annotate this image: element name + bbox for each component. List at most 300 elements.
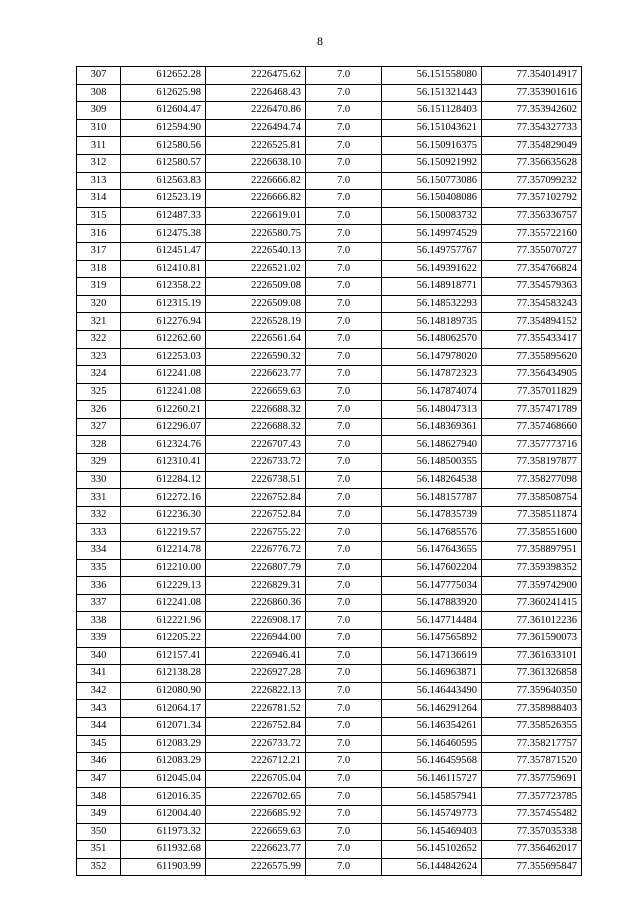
table-row [77, 524, 582, 542]
table-row [77, 418, 582, 436]
longitude-cell: 77.353901616 [482, 84, 582, 102]
x-coordinate-cell: 612410.81 [121, 260, 206, 278]
table-row [77, 559, 582, 577]
y-coordinate-cell: 2226781.52 [206, 700, 306, 718]
latitude-cell: 56.147872323 [382, 366, 482, 384]
table-row [77, 471, 582, 489]
x-coordinate-cell: 612221.96 [121, 612, 206, 630]
longitude-cell: 77.357468660 [482, 418, 582, 436]
latitude-cell: 56.146963871 [382, 665, 482, 683]
height-cell: 7.0 [306, 366, 382, 384]
y-coordinate-cell: 2226525.81 [206, 137, 306, 155]
height-cell: 7.0 [306, 489, 382, 507]
latitude-cell: 56.147714484 [382, 612, 482, 630]
x-coordinate-cell: 612284.12 [121, 471, 206, 489]
y-coordinate-cell: 2226702.65 [206, 788, 306, 806]
point-number-cell: 307 [77, 67, 121, 85]
x-coordinate-cell: 612016.35 [121, 788, 206, 806]
table-row [77, 242, 582, 260]
point-number-cell: 338 [77, 612, 121, 630]
longitude-cell: 77.357099232 [482, 172, 582, 190]
y-coordinate-cell: 2226776.72 [206, 542, 306, 560]
longitude-cell: 77.361590073 [482, 630, 582, 648]
y-coordinate-cell: 2226561.64 [206, 330, 306, 348]
longitude-cell: 77.357011829 [482, 383, 582, 401]
longitude-cell: 77.356434905 [482, 366, 582, 384]
point-number-cell: 339 [77, 630, 121, 648]
point-number-cell: 343 [77, 700, 121, 718]
point-number-cell: 327 [77, 418, 121, 436]
y-coordinate-cell: 2226822.13 [206, 682, 306, 700]
longitude-cell: 77.356336757 [482, 207, 582, 225]
x-coordinate-cell: 612080.90 [121, 682, 206, 700]
table-row [77, 225, 582, 243]
latitude-cell: 56.145857941 [382, 788, 482, 806]
height-cell: 7.0 [306, 577, 382, 595]
longitude-cell: 77.354327733 [482, 119, 582, 137]
y-coordinate-cell: 2226659.63 [206, 823, 306, 841]
point-number-cell: 334 [77, 542, 121, 560]
y-coordinate-cell: 2226623.77 [206, 841, 306, 859]
longitude-cell: 77.360241415 [482, 594, 582, 612]
y-coordinate-cell: 2226688.32 [206, 401, 306, 419]
point-number-cell: 322 [77, 330, 121, 348]
y-coordinate-cell: 2226752.84 [206, 506, 306, 524]
y-coordinate-cell: 2226580.75 [206, 225, 306, 243]
latitude-cell: 56.145469403 [382, 823, 482, 841]
coordinates-table-body [77, 67, 582, 876]
height-cell: 7.0 [306, 735, 382, 753]
y-coordinate-cell: 2226590.32 [206, 348, 306, 366]
x-coordinate-cell: 612604.47 [121, 102, 206, 120]
longitude-cell: 77.358988403 [482, 700, 582, 718]
point-number-cell: 351 [77, 841, 121, 859]
latitude-cell: 56.149391622 [382, 260, 482, 278]
table-row [77, 366, 582, 384]
latitude-cell: 56.148189735 [382, 313, 482, 331]
y-coordinate-cell: 2226468.43 [206, 84, 306, 102]
y-coordinate-cell: 2226575.99 [206, 858, 306, 876]
latitude-cell: 56.151321443 [382, 84, 482, 102]
point-number-cell: 341 [77, 665, 121, 683]
latitude-cell: 56.147565892 [382, 630, 482, 648]
latitude-cell: 56.151043621 [382, 119, 482, 137]
table-row [77, 788, 582, 806]
point-number-cell: 315 [77, 207, 121, 225]
latitude-cell: 56.146291264 [382, 700, 482, 718]
table-row [77, 506, 582, 524]
table-row [77, 436, 582, 454]
latitude-cell: 56.145102652 [382, 841, 482, 859]
height-cell: 7.0 [306, 471, 382, 489]
x-coordinate-cell: 612475.38 [121, 225, 206, 243]
x-coordinate-cell: 612487.33 [121, 207, 206, 225]
longitude-cell: 77.356635628 [482, 154, 582, 172]
y-coordinate-cell: 2226807.79 [206, 559, 306, 577]
height-cell: 7.0 [306, 436, 382, 454]
point-number-cell: 308 [77, 84, 121, 102]
point-number-cell: 340 [77, 647, 121, 665]
latitude-cell: 56.150083732 [382, 207, 482, 225]
latitude-cell: 56.149757767 [382, 242, 482, 260]
point-number-cell: 323 [77, 348, 121, 366]
table-row [77, 753, 582, 771]
longitude-cell: 77.355070727 [482, 242, 582, 260]
height-cell: 7.0 [306, 295, 382, 313]
longitude-cell: 77.357759691 [482, 770, 582, 788]
latitude-cell: 56.148264538 [382, 471, 482, 489]
point-number-cell: 352 [77, 858, 121, 876]
longitude-cell: 77.354766824 [482, 260, 582, 278]
y-coordinate-cell: 2226733.72 [206, 454, 306, 472]
height-cell: 7.0 [306, 647, 382, 665]
table-row [77, 594, 582, 612]
table-row [77, 278, 582, 296]
point-number-cell: 321 [77, 313, 121, 331]
table-row [77, 577, 582, 595]
height-cell: 7.0 [306, 190, 382, 208]
x-coordinate-cell: 612594.90 [121, 119, 206, 137]
longitude-cell: 77.356462017 [482, 841, 582, 859]
latitude-cell: 56.147874074 [382, 383, 482, 401]
table-row [77, 260, 582, 278]
height-cell: 7.0 [306, 612, 382, 630]
latitude-cell: 56.150408086 [382, 190, 482, 208]
longitude-cell: 77.361633101 [482, 647, 582, 665]
longitude-cell: 77.357871520 [482, 753, 582, 771]
height-cell: 7.0 [306, 119, 382, 137]
point-number-cell: 336 [77, 577, 121, 595]
point-number-cell: 331 [77, 489, 121, 507]
x-coordinate-cell: 612241.08 [121, 383, 206, 401]
y-coordinate-cell: 2226688.32 [206, 418, 306, 436]
point-number-cell: 329 [77, 454, 121, 472]
y-coordinate-cell: 2226829.31 [206, 577, 306, 595]
table-row [77, 700, 582, 718]
table-row [77, 717, 582, 735]
longitude-cell: 77.354583243 [482, 295, 582, 313]
x-coordinate-cell: 612310.41 [121, 454, 206, 472]
x-coordinate-cell: 611903.99 [121, 858, 206, 876]
height-cell: 7.0 [306, 841, 382, 859]
latitude-cell: 56.146460595 [382, 735, 482, 753]
point-number-cell: 326 [77, 401, 121, 419]
longitude-cell: 77.358217757 [482, 735, 582, 753]
x-coordinate-cell: 612241.08 [121, 594, 206, 612]
height-cell: 7.0 [306, 278, 382, 296]
table-row [77, 454, 582, 472]
height-cell: 7.0 [306, 823, 382, 841]
table-row [77, 330, 582, 348]
table-row [77, 612, 582, 630]
y-coordinate-cell: 2226860.36 [206, 594, 306, 612]
x-coordinate-cell: 612652.28 [121, 67, 206, 85]
y-coordinate-cell: 2226528.19 [206, 313, 306, 331]
latitude-cell: 56.151558080 [382, 67, 482, 85]
longitude-cell: 77.358508754 [482, 489, 582, 507]
longitude-cell: 77.358897951 [482, 542, 582, 560]
longitude-cell: 77.355695847 [482, 858, 582, 876]
x-coordinate-cell: 612236.30 [121, 506, 206, 524]
height-cell: 7.0 [306, 383, 382, 401]
point-number-cell: 346 [77, 753, 121, 771]
x-coordinate-cell: 611932.68 [121, 841, 206, 859]
latitude-cell: 56.147978020 [382, 348, 482, 366]
y-coordinate-cell: 2226755.22 [206, 524, 306, 542]
point-number-cell: 332 [77, 506, 121, 524]
latitude-cell: 56.148062570 [382, 330, 482, 348]
table-row [77, 489, 582, 507]
y-coordinate-cell: 2226752.84 [206, 717, 306, 735]
point-number-cell: 337 [77, 594, 121, 612]
height-cell: 7.0 [306, 770, 382, 788]
x-coordinate-cell: 612315.19 [121, 295, 206, 313]
point-number-cell: 344 [77, 717, 121, 735]
longitude-cell: 77.358551600 [482, 524, 582, 542]
height-cell: 7.0 [306, 753, 382, 771]
longitude-cell: 77.361326858 [482, 665, 582, 683]
y-coordinate-cell: 2226712.21 [206, 753, 306, 771]
table-row [77, 858, 582, 876]
latitude-cell: 56.147883920 [382, 594, 482, 612]
height-cell: 7.0 [306, 682, 382, 700]
y-coordinate-cell: 2226638.10 [206, 154, 306, 172]
latitude-cell: 56.151128403 [382, 102, 482, 120]
height-cell: 7.0 [306, 260, 382, 278]
latitude-cell: 56.148500355 [382, 454, 482, 472]
y-coordinate-cell: 2226619.01 [206, 207, 306, 225]
longitude-cell: 77.354014917 [482, 67, 582, 85]
table-row [77, 647, 582, 665]
height-cell: 7.0 [306, 454, 382, 472]
table-row [77, 630, 582, 648]
x-coordinate-cell: 612276.94 [121, 313, 206, 331]
latitude-cell: 56.147775034 [382, 577, 482, 595]
y-coordinate-cell: 2226470.86 [206, 102, 306, 120]
y-coordinate-cell: 2226666.82 [206, 172, 306, 190]
point-number-cell: 317 [77, 242, 121, 260]
longitude-cell: 77.353942602 [482, 102, 582, 120]
x-coordinate-cell: 612625.98 [121, 84, 206, 102]
point-number-cell: 350 [77, 823, 121, 841]
x-coordinate-cell: 612071.34 [121, 717, 206, 735]
x-coordinate-cell: 612563.83 [121, 172, 206, 190]
latitude-cell: 56.150916375 [382, 137, 482, 155]
x-coordinate-cell: 612580.57 [121, 154, 206, 172]
y-coordinate-cell: 2226733.72 [206, 735, 306, 753]
latitude-cell: 56.148157787 [382, 489, 482, 507]
x-coordinate-cell: 612214.78 [121, 542, 206, 560]
table-row [77, 682, 582, 700]
latitude-cell: 56.146459568 [382, 753, 482, 771]
x-coordinate-cell: 612210.00 [121, 559, 206, 577]
height-cell: 7.0 [306, 67, 382, 85]
table-row [77, 67, 582, 85]
point-number-cell: 328 [77, 436, 121, 454]
longitude-cell: 77.354894152 [482, 313, 582, 331]
table-row [77, 542, 582, 560]
table-row [77, 401, 582, 419]
coordinates-table [76, 66, 582, 876]
table-row [77, 207, 582, 225]
height-cell: 7.0 [306, 788, 382, 806]
point-number-cell: 311 [77, 137, 121, 155]
table-row [77, 313, 582, 331]
table-row [77, 154, 582, 172]
point-number-cell: 325 [77, 383, 121, 401]
x-coordinate-cell: 612083.29 [121, 735, 206, 753]
table-row [77, 295, 582, 313]
point-number-cell: 330 [77, 471, 121, 489]
x-coordinate-cell: 612580.56 [121, 137, 206, 155]
table-row [77, 190, 582, 208]
y-coordinate-cell: 2226509.08 [206, 278, 306, 296]
height-cell: 7.0 [306, 207, 382, 225]
x-coordinate-cell: 612296.07 [121, 418, 206, 436]
longitude-cell: 77.357035338 [482, 823, 582, 841]
y-coordinate-cell: 2226659.63 [206, 383, 306, 401]
point-number-cell: 347 [77, 770, 121, 788]
height-cell: 7.0 [306, 717, 382, 735]
x-coordinate-cell: 612451.47 [121, 242, 206, 260]
x-coordinate-cell: 611973.32 [121, 823, 206, 841]
height-cell: 7.0 [306, 137, 382, 155]
table-row [77, 84, 582, 102]
x-coordinate-cell: 612324.76 [121, 436, 206, 454]
point-number-cell: 342 [77, 682, 121, 700]
y-coordinate-cell: 2226540.13 [206, 242, 306, 260]
x-coordinate-cell: 612241.08 [121, 366, 206, 384]
y-coordinate-cell: 2226738.51 [206, 471, 306, 489]
height-cell: 7.0 [306, 506, 382, 524]
point-number-cell: 348 [77, 788, 121, 806]
table-row [77, 119, 582, 137]
point-number-cell: 314 [77, 190, 121, 208]
longitude-cell: 77.359398352 [482, 559, 582, 577]
latitude-cell: 56.145749773 [382, 805, 482, 823]
y-coordinate-cell: 2226685.92 [206, 805, 306, 823]
y-coordinate-cell: 2226494.74 [206, 119, 306, 137]
longitude-cell: 77.354579363 [482, 278, 582, 296]
longitude-cell: 77.354829049 [482, 137, 582, 155]
table-row [77, 735, 582, 753]
height-cell: 7.0 [306, 242, 382, 260]
height-cell: 7.0 [306, 700, 382, 718]
y-coordinate-cell: 2226946.41 [206, 647, 306, 665]
longitude-cell: 77.361012236 [482, 612, 582, 630]
longitude-cell: 77.359640350 [482, 682, 582, 700]
x-coordinate-cell: 612004.40 [121, 805, 206, 823]
longitude-cell: 77.357102792 [482, 190, 582, 208]
point-number-cell: 320 [77, 295, 121, 313]
longitude-cell: 77.358277098 [482, 471, 582, 489]
table-row [77, 841, 582, 859]
y-coordinate-cell: 2226623.77 [206, 366, 306, 384]
x-coordinate-cell: 612064.17 [121, 700, 206, 718]
x-coordinate-cell: 612358.22 [121, 278, 206, 296]
table-row [77, 383, 582, 401]
latitude-cell: 56.146354261 [382, 717, 482, 735]
latitude-cell: 56.147602204 [382, 559, 482, 577]
point-number-cell: 319 [77, 278, 121, 296]
y-coordinate-cell: 2226666.82 [206, 190, 306, 208]
latitude-cell: 56.150921992 [382, 154, 482, 172]
x-coordinate-cell: 612205.22 [121, 630, 206, 648]
latitude-cell: 56.148918771 [382, 278, 482, 296]
table-row [77, 770, 582, 788]
x-coordinate-cell: 612045.04 [121, 770, 206, 788]
height-cell: 7.0 [306, 401, 382, 419]
x-coordinate-cell: 612157.41 [121, 647, 206, 665]
latitude-cell: 56.144842624 [382, 858, 482, 876]
x-coordinate-cell: 612253.03 [121, 348, 206, 366]
x-coordinate-cell: 612260.21 [121, 401, 206, 419]
longitude-cell: 77.355722160 [482, 225, 582, 243]
table-row [77, 823, 582, 841]
height-cell: 7.0 [306, 542, 382, 560]
longitude-cell: 77.357455482 [482, 805, 582, 823]
latitude-cell: 56.148047313 [382, 401, 482, 419]
height-cell: 7.0 [306, 418, 382, 436]
height-cell: 7.0 [306, 559, 382, 577]
x-coordinate-cell: 612219.57 [121, 524, 206, 542]
height-cell: 7.0 [306, 172, 382, 190]
longitude-cell: 77.359742900 [482, 577, 582, 595]
point-number-cell: 335 [77, 559, 121, 577]
longitude-cell: 77.357773716 [482, 436, 582, 454]
height-cell: 7.0 [306, 630, 382, 648]
x-coordinate-cell: 612262.60 [121, 330, 206, 348]
table-row [77, 102, 582, 120]
table-row [77, 172, 582, 190]
x-coordinate-cell: 612229.13 [121, 577, 206, 595]
x-coordinate-cell: 612523.19 [121, 190, 206, 208]
x-coordinate-cell: 612138.28 [121, 665, 206, 683]
table-row [77, 665, 582, 683]
longitude-cell: 77.355895620 [482, 348, 582, 366]
height-cell: 7.0 [306, 594, 382, 612]
y-coordinate-cell: 2226521.02 [206, 260, 306, 278]
point-number-cell: 309 [77, 102, 121, 120]
height-cell: 7.0 [306, 524, 382, 542]
height-cell: 7.0 [306, 84, 382, 102]
y-coordinate-cell: 2226707.43 [206, 436, 306, 454]
point-number-cell: 313 [77, 172, 121, 190]
page-number: 8 [317, 34, 323, 48]
latitude-cell: 56.147835739 [382, 506, 482, 524]
y-coordinate-cell: 2226944.00 [206, 630, 306, 648]
height-cell: 7.0 [306, 805, 382, 823]
height-cell: 7.0 [306, 858, 382, 876]
longitude-cell: 77.357471789 [482, 401, 582, 419]
height-cell: 7.0 [306, 330, 382, 348]
latitude-cell: 56.148532293 [382, 295, 482, 313]
longitude-cell: 77.358511874 [482, 506, 582, 524]
point-number-cell: 345 [77, 735, 121, 753]
latitude-cell: 56.148627940 [382, 436, 482, 454]
point-number-cell: 349 [77, 805, 121, 823]
y-coordinate-cell: 2226927.28 [206, 665, 306, 683]
height-cell: 7.0 [306, 313, 382, 331]
height-cell: 7.0 [306, 225, 382, 243]
x-coordinate-cell: 612272.16 [121, 489, 206, 507]
height-cell: 7.0 [306, 665, 382, 683]
y-coordinate-cell: 2226475.62 [206, 67, 306, 85]
point-number-cell: 324 [77, 366, 121, 384]
latitude-cell: 56.150773086 [382, 172, 482, 190]
height-cell: 7.0 [306, 102, 382, 120]
table-row [77, 137, 582, 155]
